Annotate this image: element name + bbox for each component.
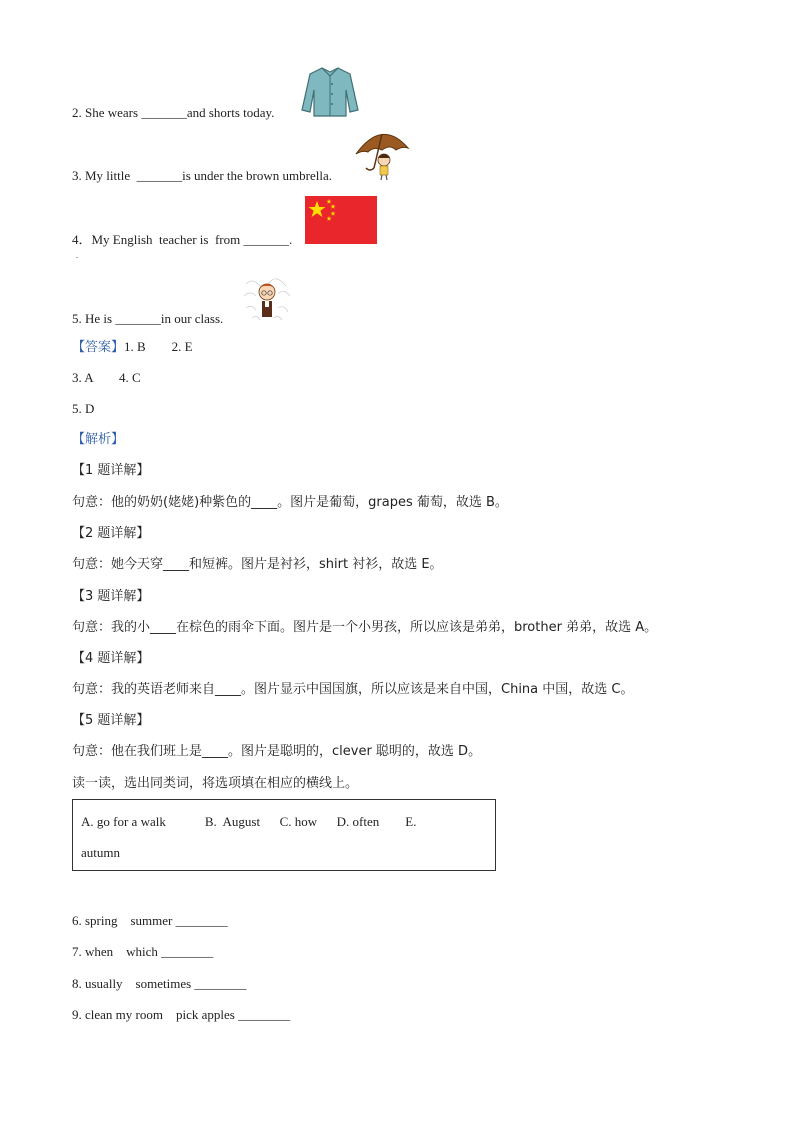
question-9: 9. clean my room pick apples ________	[72, 1007, 291, 1022]
question-8: 8. usually sometimes ________	[72, 976, 247, 991]
question-2: 2. She wears _______and shorts today.	[72, 105, 275, 120]
analysis-1-body: 句意：他的奶奶(姥姥)种紫色的____。图片是葡萄，grapes 葡萄，故选 B。	[72, 495, 508, 510]
question-4: 4．My English teacher is from _______.	[72, 232, 293, 247]
analysis-4-body: 句意：我的英语老师来自____。图片显示中国国旗，所以应该是来自中国，China 中国，故选 C。	[72, 682, 634, 697]
stray-dot: .	[76, 251, 78, 260]
analysis-1-head: 【1 题详解】	[72, 463, 150, 478]
clever-boy-image	[242, 274, 292, 326]
answers-values-1: 1. B 2. E	[124, 339, 193, 354]
question-6: 6. spring summer ________	[72, 913, 228, 928]
analysis-2-head: 【2 题详解】	[72, 526, 150, 541]
answers-line-3: 5. D	[72, 401, 95, 416]
question-7: 7. when which ________	[72, 944, 214, 959]
analysis-3-body: 句意：我的小____在棕色的雨伞下面。图片是一个小男孩，所以应该是弟弟，brother 弟弟，故选 A。	[72, 620, 658, 635]
analysis-5-head: 【5 题详解】	[72, 713, 150, 728]
options-row-1: A. go for a walk B. August C. how D. often E.	[81, 814, 417, 829]
answers-line-1	[72, 339, 193, 356]
answers-label: 【答案】	[72, 340, 125, 355]
umbrella-boy-image	[352, 124, 412, 182]
shirt-image	[300, 64, 360, 120]
options-row-2: autumn	[81, 845, 120, 860]
question-3: 3. My little _______is under the brown umbrella.	[72, 168, 332, 183]
options-box	[72, 799, 496, 871]
china-flag-image	[305, 196, 377, 244]
answers-line-2: 3. A 4. C	[72, 370, 141, 385]
question-5: 5. He is _______in our class.	[72, 311, 224, 326]
analysis-5-body: 句意：他在我们班上是____。图片是聪明的，clever 聪明的，故选 D。	[72, 744, 482, 759]
analysis-3-head: 【3 题详解】	[72, 589, 150, 604]
analysis-4-head: 【4 题详解】	[72, 651, 150, 666]
analysis-2-body: 句意：她今天穿____和短裤。图片是衬衫，shirt 衬衫，故选 E。	[72, 557, 443, 572]
instruction-text: 读一读，选出同类词，将选项填在相应的横线上。	[72, 776, 359, 791]
analysis-label: 【解析】	[72, 432, 125, 447]
